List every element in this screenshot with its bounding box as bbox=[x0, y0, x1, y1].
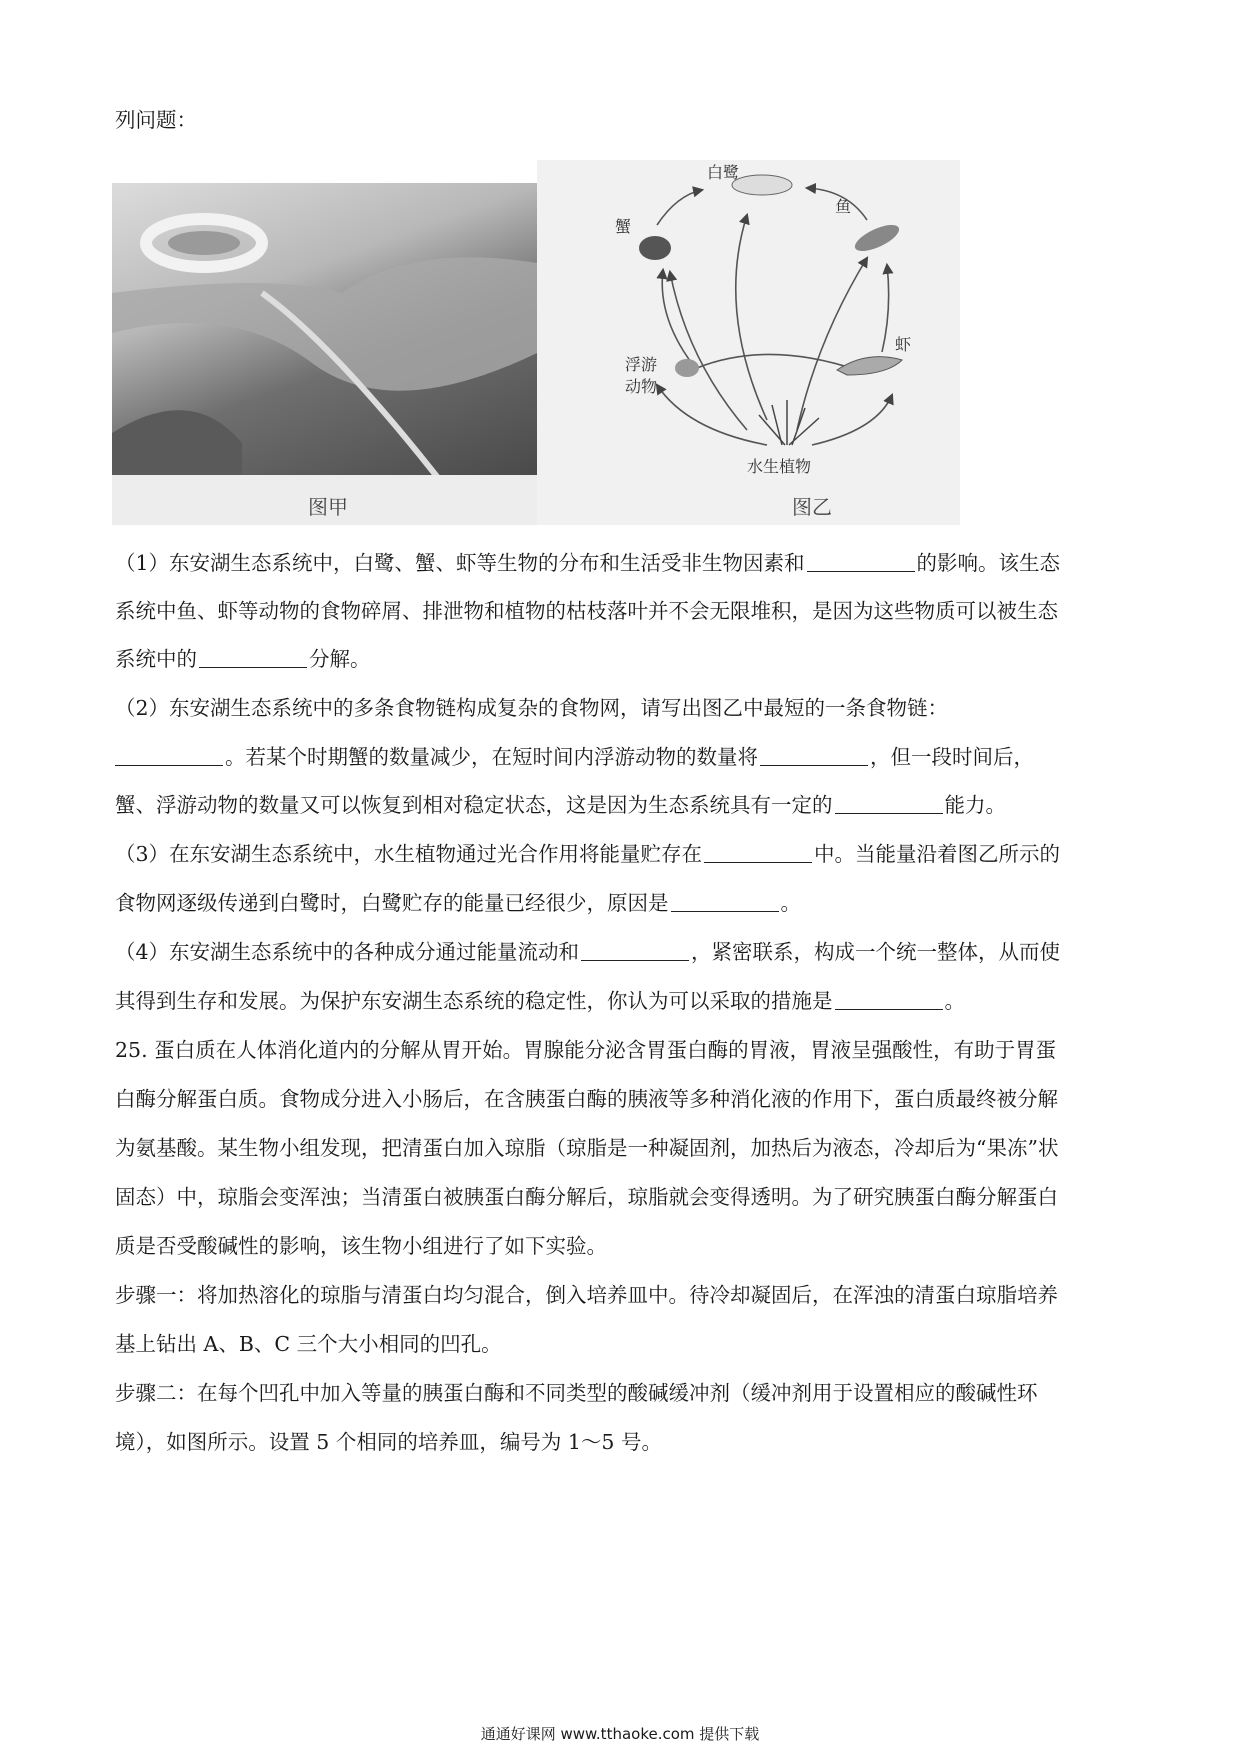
q25-line2: 白酶分解蛋白质。食物成分进入小肠后，在含胰蛋白酶的胰液等多种消化液的作用下，蛋白质最终被分解 bbox=[115, 1087, 1058, 1111]
arrow-plant-shrimp bbox=[812, 395, 892, 445]
egret-icon bbox=[732, 175, 792, 195]
q2-line2: 。若某个时期蟹的数量减少，在短时间内浮游动物的数量将 ，但一段时间后， bbox=[115, 743, 1125, 771]
q25-line3: 为氨基酸。某生物小组发现，把清蛋白加入琼脂（琼脂是一种凝固剂，加热后为液态，冷却后为“果冻”状 bbox=[115, 1136, 1059, 1160]
figure-b-food-web bbox=[537, 160, 960, 525]
q2-blank1[interactable] bbox=[115, 745, 223, 766]
q25-line5: 质是否受酸碱性的影响，该生物小组进行了如下实验。 bbox=[115, 1234, 607, 1258]
q1-line2: 系统中鱼、虾等动物的食物碎屑、排泄物和植物的枯枝落叶并不会无限堆积，是因为这些物质可以被生态 bbox=[115, 599, 1058, 623]
q2-blank2[interactable] bbox=[760, 745, 868, 766]
figure-b-label: 图乙 bbox=[792, 495, 832, 519]
arrow-shrimp-fish bbox=[882, 265, 889, 352]
q25-line1: 25. 蛋白质在人体消化道内的分解从胃开始。胃腺能分泌含胃蛋白酶的胃液，胃液呈强酸性，有助于胃蛋 bbox=[115, 1038, 1057, 1062]
q4-line1: （4）东安湖生态系统中的各种成分通过能量流动和 ，紧密联系，构成一个统一整体，从而使 bbox=[115, 940, 1061, 964]
arrow-zoo-shrimp bbox=[697, 354, 857, 370]
arrow-zoo-crab bbox=[662, 270, 697, 370]
shrimp-icon bbox=[837, 357, 902, 375]
q4-blank1[interactable] bbox=[581, 940, 689, 961]
q25-step1-line2: 基上钻出 A、B、C 三个大小相同的凹孔。 bbox=[115, 1332, 502, 1356]
arrow-plant-egret bbox=[736, 215, 767, 420]
q25-step2-line2: 境），如图所示。设置 5 个相同的培养皿，编号为 1～5 号。 bbox=[115, 1430, 662, 1454]
q3-line2: 食物网逐级传递到白鹭时，白鹭贮存的能量已经很少，原因是 。 bbox=[115, 891, 801, 915]
arrow-plant-fish bbox=[797, 258, 867, 430]
node-fish: 鱼 bbox=[835, 197, 852, 216]
q4-line2: 其得到生存和发展。为保护东安湖生态系统的稳定性，你认为可以采取的措施是 。 bbox=[115, 989, 965, 1013]
food-web-diagram bbox=[537, 160, 960, 525]
node-egret: 白鹭 bbox=[707, 163, 740, 182]
node-zooplankton-2: 动物 bbox=[625, 377, 658, 396]
arrow-plant-zoo bbox=[657, 385, 767, 445]
q4-blank2[interactable] bbox=[835, 989, 943, 1010]
aquatic-plant-icon bbox=[759, 400, 819, 445]
q2-blank3[interactable] bbox=[835, 793, 943, 814]
lake-stadium-image bbox=[112, 183, 537, 475]
q3-line1: （3）在东安湖生态系统中，水生植物通过光合作用将能量贮存在 中。当能量沿着图乙所示的 bbox=[115, 842, 1061, 866]
node-zooplankton-1: 浮游 bbox=[625, 355, 658, 374]
page-footer: 通通好课网 www.tthaoke.com 提供下载 bbox=[480, 1725, 760, 1743]
q25-line4: 固态）中，琼脂会变浑浊；当清蛋白被胰蛋白酶分解后，琼脂就会变得透明。为了研究胰蛋白酶分解蛋白 bbox=[115, 1185, 1058, 1209]
figure-a-photo bbox=[112, 183, 537, 475]
fish-icon bbox=[851, 220, 902, 257]
q25-step2-line1: 步骤二：在每个凹孔中加入等量的胰蛋白酶和不同类型的酸碱缓冲剂（缓冲剂用于设置相应的酸碱性环 bbox=[115, 1381, 1038, 1405]
q1-line3: 系统中的 分解。 bbox=[115, 647, 371, 671]
arrow-crab-egret bbox=[657, 190, 702, 225]
q1-blank2[interactable] bbox=[199, 647, 307, 668]
node-crab: 蟹 bbox=[615, 217, 632, 236]
q25-step1-line1: 步骤一：将加热溶化的琼脂与清蛋白均匀混合，倒入培养皿中。待冷却凝固后，在浑浊的清蛋白琼脂培养 bbox=[115, 1283, 1058, 1307]
figure-a-label: 图甲 bbox=[308, 495, 348, 519]
q2-line3: 蟹、浮游动物的数量又可以恢复到相对稳定状态，这是因为生态系统具有一定的 能力。 bbox=[115, 793, 1006, 817]
node-shrimp: 虾 bbox=[895, 335, 912, 354]
zooplankton-icon bbox=[675, 359, 699, 377]
node-aquatic-plant: 水生植物 bbox=[747, 457, 812, 476]
q3-blank1[interactable] bbox=[704, 842, 812, 863]
crab-icon bbox=[639, 236, 671, 260]
q1-blank1[interactable] bbox=[807, 551, 915, 572]
q1-line1: （1）东安湖生态系统中，白鹭、蟹、虾等生物的分布和生活受非生物因素和 的影响。该生态 bbox=[115, 551, 1061, 575]
intro-text: 列问题： bbox=[115, 108, 197, 132]
q2-line1: （2）东安湖生态系统中的多条食物链构成复杂的食物网，请写出图乙中最短的一条食物链： bbox=[115, 696, 949, 720]
q3-blank2[interactable] bbox=[671, 891, 779, 912]
